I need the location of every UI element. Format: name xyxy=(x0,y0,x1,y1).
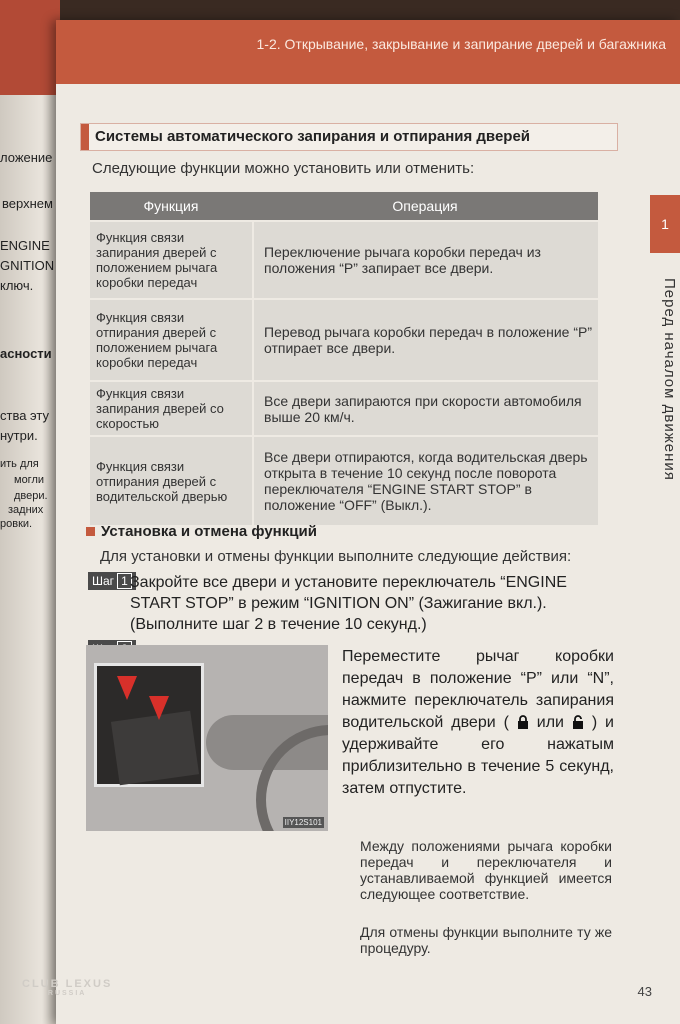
section-title: Системы автоматического запирания и отпирания дверей xyxy=(95,128,531,145)
table-row xyxy=(90,222,598,298)
step-1-badge xyxy=(88,572,136,590)
switch-closeup xyxy=(94,663,204,787)
left-page-line: ENGINE xyxy=(0,238,50,253)
table-row xyxy=(90,382,598,435)
left-page-line: GNITION xyxy=(0,258,55,273)
function-cell: Функция связи запирания дверей со скоростью xyxy=(90,382,252,435)
left-page-line: могли xyxy=(14,474,45,486)
door-switch-photo xyxy=(86,645,328,831)
page-number: 43 xyxy=(637,984,652,999)
chapter-label: Перед началом движения xyxy=(661,278,678,481)
setup-heading xyxy=(86,523,317,540)
chapter-tab: 1 xyxy=(650,195,680,253)
left-page-line: ключ. xyxy=(0,278,34,293)
step-2-text xyxy=(342,646,614,800)
left-page-line: ства эту xyxy=(0,408,50,423)
left-page-header xyxy=(0,0,60,95)
press-arrow-icon xyxy=(149,696,169,720)
step-word: Шаг xyxy=(92,574,115,588)
image-code: IIY12S101 xyxy=(284,818,322,827)
operation-cell: Перевод рычага коробки передач в положение “P” отпирает все двери. xyxy=(252,300,598,380)
left-page-line: задних xyxy=(8,504,44,516)
press-arrow-icon xyxy=(117,676,137,700)
note-correspondence: Между положениями рычага коробки передач и переключателя и устанавливаемой функцией имеется следующее соответствие. xyxy=(360,838,612,902)
table-header-row xyxy=(90,192,598,220)
left-page-edge xyxy=(0,0,60,1024)
watermark-title: CLUB LEXUS xyxy=(22,978,113,990)
step-1-text: Закройте все двери и установите переключатель “ENGINE START STOP” в режим “IGNITION ON” (Зажигание вкл.). (Выполните шаг 2 в течение 10 секунд.) xyxy=(130,574,567,633)
function-cell: Функция связи отпирания дверей с положением рычага коробки передач xyxy=(90,300,252,380)
left-page-line: ровки. xyxy=(0,518,33,530)
manual-page xyxy=(56,20,680,1024)
watermark-logo xyxy=(22,978,112,997)
lock-icon xyxy=(517,715,529,729)
heading-square-icon xyxy=(86,527,95,536)
column-header-operation: Операция xyxy=(252,192,598,220)
step-2-text-before: Переместите рычаг коробки передач в положение “P” или “N”, нажмите переключатель запирания водительской двери ( xyxy=(342,648,614,731)
left-page-line: ить для xyxy=(0,458,39,470)
note-cancel: Для отмены функции выполните ту же процедуру. xyxy=(360,924,612,956)
watermark-sub: RUSSIA xyxy=(47,990,87,997)
intro-text: Следующие функции можно установить или отменить: xyxy=(92,160,475,177)
operation-cell: Переключение рычага коробки передач из положения “P” запирает все двери. xyxy=(252,222,598,298)
left-page-line: двери. xyxy=(14,490,48,502)
section-title-box xyxy=(80,123,618,151)
functions-table xyxy=(90,190,598,527)
left-page-line: верхнем xyxy=(2,196,53,211)
left-page-line: асности xyxy=(0,346,52,361)
unlock-icon xyxy=(572,715,584,729)
lock-switch xyxy=(111,711,199,786)
step-2-text-after: ) и удерживайте его нажатым приблизительно в течение 5 секунд, затем отпустите. xyxy=(342,714,614,797)
left-page-line: нутри. xyxy=(0,428,38,443)
left-page-line: ложение xyxy=(0,150,53,165)
step-number: 1 xyxy=(117,573,132,589)
operation-cell: Все двери отпираются, когда водительская дверь открыта в течение 10 секунд после поворота переключателя “ENGINE START STOP” в положение “OFF” (Выкл.). xyxy=(252,437,598,525)
section-accent-bar xyxy=(81,124,89,150)
header-bar xyxy=(56,20,680,84)
table-row xyxy=(90,437,598,525)
setup-heading-text: Установка и отмена функций xyxy=(101,523,317,540)
header-title: 1-2. Открывание, закрывание и запирание дверей и багажника xyxy=(256,36,666,52)
function-cell: Функция связи отпирания дверей с водительской дверью xyxy=(90,437,252,525)
or-word: или xyxy=(536,714,564,731)
operation-cell: Все двери запираются при скорости автомобиля выше 20 км/ч. xyxy=(252,382,598,435)
table-row xyxy=(90,300,598,380)
function-cell: Функция связи запирания дверей с положением рычага коробки передач xyxy=(90,222,252,298)
setup-intro: Для установки и отмены функции выполните следующие действия: xyxy=(100,548,572,565)
column-header-function: Функция xyxy=(90,192,252,220)
